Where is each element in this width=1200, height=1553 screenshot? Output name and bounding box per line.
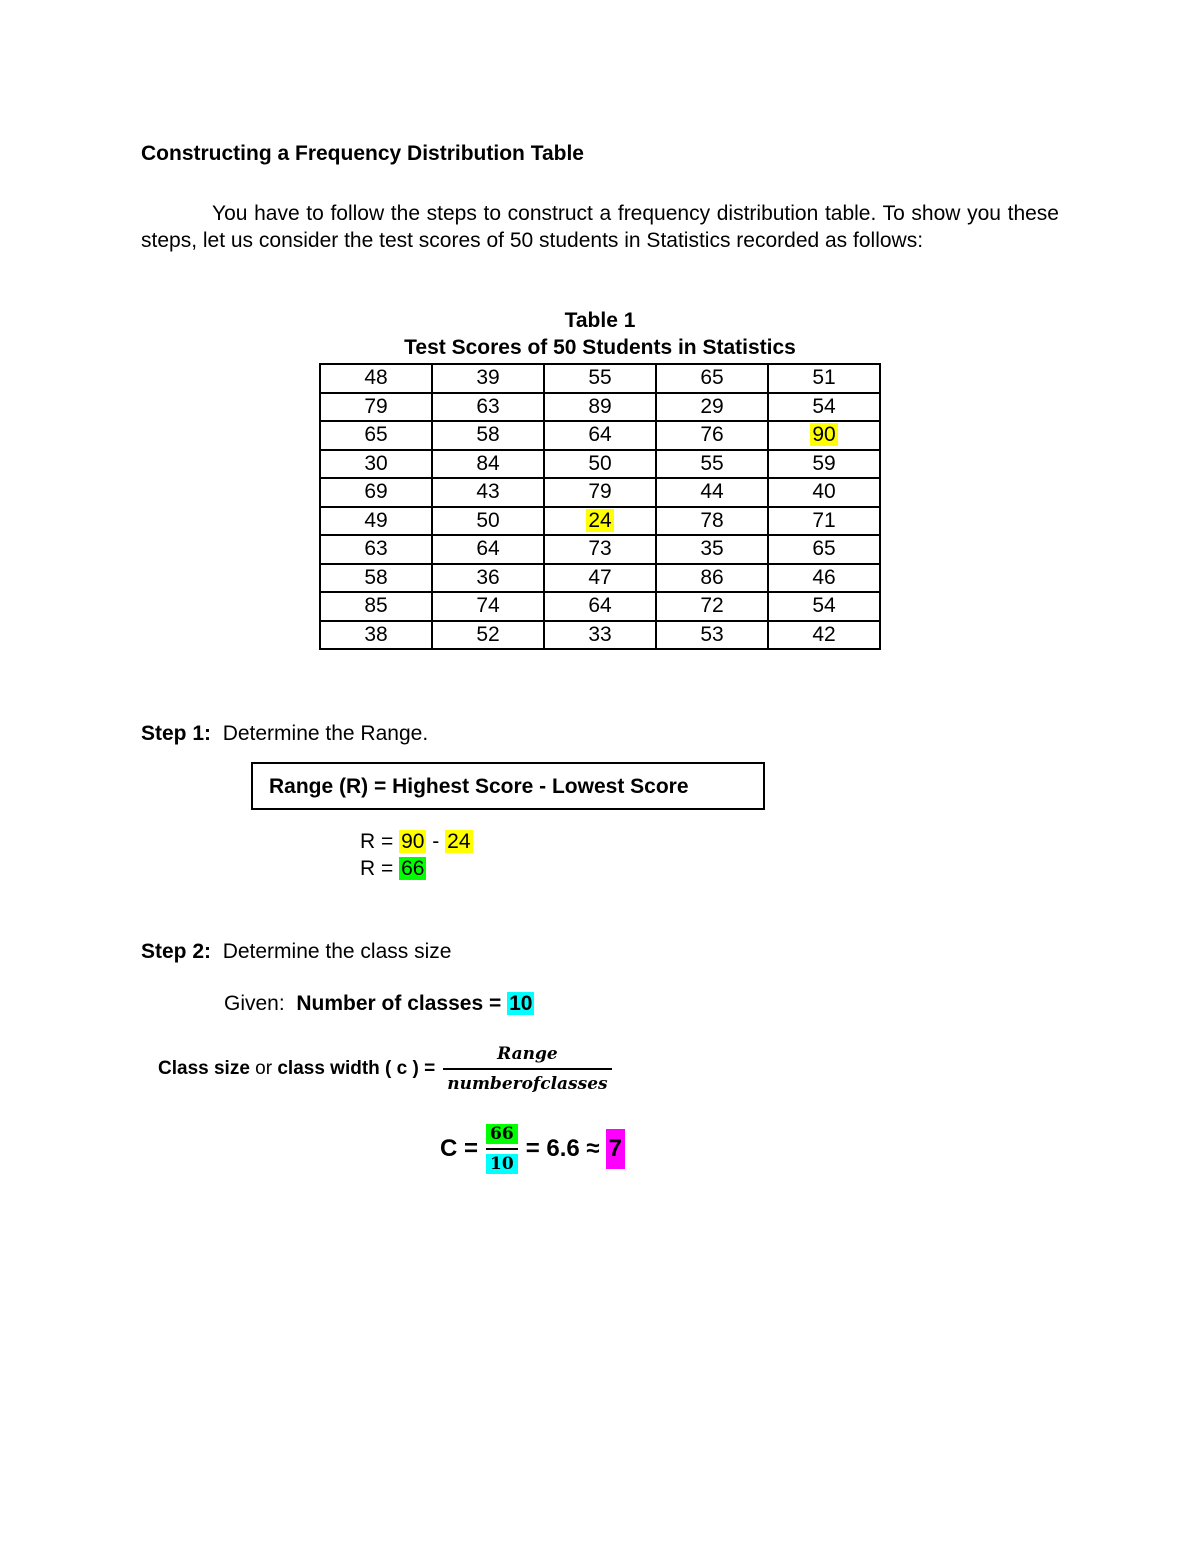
scores-table <box>319 363 881 650</box>
score-value: 65 <box>812 537 836 561</box>
score-value: 38 <box>364 622 388 646</box>
table-cell <box>656 535 768 564</box>
table-row <box>320 421 880 450</box>
table-cell <box>320 621 432 650</box>
score-value: 50 <box>588 451 612 475</box>
range-result: 66 <box>401 857 425 880</box>
score-value: 52 <box>476 622 500 646</box>
range-calc-prefix-2: R = <box>360 857 400 880</box>
c-denominator: 10 <box>486 1154 518 1174</box>
formula-class-width: class width ( c ) = <box>277 1058 436 1079</box>
table-row <box>320 393 880 422</box>
table-row <box>320 507 880 536</box>
step2-heading <box>141 940 451 964</box>
c-fraction <box>486 1124 518 1174</box>
score-value: 86 <box>700 565 724 589</box>
table-cell <box>768 478 880 507</box>
table-cell <box>320 421 432 450</box>
score-value: 74 <box>476 594 500 618</box>
c-numerator: 66 <box>486 1124 518 1144</box>
score-value: 43 <box>476 480 500 504</box>
table-cell <box>544 393 656 422</box>
table-row <box>320 535 880 564</box>
score-value: 76 <box>700 423 724 447</box>
table-row <box>320 592 880 621</box>
score-value: 46 <box>812 565 836 589</box>
table-cell <box>768 535 880 564</box>
table-cell <box>544 592 656 621</box>
step2-text: Determine the class size <box>222 940 452 963</box>
given-text: Number of classes = <box>296 992 508 1015</box>
page-title: Constructing a Frequency Distribution Table <box>141 142 584 165</box>
score-value: 65 <box>364 423 388 447</box>
score-value: 89 <box>588 394 612 418</box>
table-cell <box>544 564 656 593</box>
c-label: C = <box>440 1135 479 1162</box>
score-value: 51 <box>812 366 836 390</box>
score-value: 84 <box>476 451 500 475</box>
score-value: 29 <box>700 394 724 418</box>
table-row <box>320 564 880 593</box>
score-value: 47 <box>588 565 612 589</box>
table-cell <box>432 621 544 650</box>
score-value: 71 <box>812 508 836 532</box>
score-value: 65 <box>700 366 724 390</box>
step1-colon: : <box>204 722 212 745</box>
formula-fraction <box>443 1044 611 1094</box>
score-value: 55 <box>700 451 724 475</box>
score-value: 48 <box>364 366 388 390</box>
table-cell <box>432 592 544 621</box>
given-label: Given: <box>224 992 285 1015</box>
highest-score: 90 <box>401 830 425 853</box>
score-value: 42 <box>812 622 836 646</box>
score-value: 33 <box>588 622 612 646</box>
lowest-score: 24 <box>447 830 471 853</box>
table-cell <box>320 592 432 621</box>
table-cell <box>656 478 768 507</box>
range-calc-line1 <box>360 830 473 854</box>
table-cell <box>656 450 768 479</box>
score-value: 58 <box>364 565 388 589</box>
score-value: 72 <box>700 594 724 618</box>
table-cell <box>320 507 432 536</box>
table-cell <box>544 621 656 650</box>
score-value: 44 <box>700 480 724 504</box>
score-value: 64 <box>588 594 612 618</box>
table-cell <box>656 564 768 593</box>
step1-label: Step 1 <box>141 722 205 745</box>
table-cell <box>432 507 544 536</box>
c-equals: = 6.6 ≈ <box>525 1135 600 1162</box>
table-label: Table 1 <box>564 309 636 332</box>
table-cell <box>768 421 880 450</box>
table-cell <box>656 421 768 450</box>
table-cell <box>768 364 880 393</box>
table-cell <box>544 535 656 564</box>
table-cell <box>320 478 432 507</box>
score-value: 24 <box>588 508 612 532</box>
table-cell <box>432 478 544 507</box>
score-value: 73 <box>588 537 612 561</box>
score-value: 55 <box>588 366 612 390</box>
score-value: 90 <box>812 423 836 447</box>
table-cell <box>320 564 432 593</box>
formula-or: or <box>249 1058 278 1079</box>
range-formula-box: Range (R) = Highest Score - Lowest Score <box>251 762 765 810</box>
score-value: 30 <box>364 451 388 475</box>
step2-label: Step 2 <box>141 940 205 963</box>
table-row <box>320 364 880 393</box>
table-cell <box>544 421 656 450</box>
table-cell <box>432 564 544 593</box>
table-cell <box>432 421 544 450</box>
score-value: 79 <box>588 480 612 504</box>
table-cell <box>656 592 768 621</box>
table-cell <box>320 450 432 479</box>
step2-colon: : <box>204 940 212 963</box>
class-size-formula <box>158 1044 612 1094</box>
table-cell <box>544 450 656 479</box>
table-cell <box>544 507 656 536</box>
intro-paragraph: You have to follow the steps to construct a frequency distribution table. To show you these steps, let us consider the test scores of 50 students in Statistics recorded as follows: <box>141 202 1059 252</box>
score-value: 58 <box>476 423 500 447</box>
table-cell <box>656 621 768 650</box>
table-cell <box>432 535 544 564</box>
table-cell <box>320 393 432 422</box>
score-value: 35 <box>700 537 724 561</box>
table-cell <box>432 450 544 479</box>
fraction-bar <box>443 1068 611 1070</box>
score-value: 36 <box>476 565 500 589</box>
c-fraction-bar <box>486 1148 518 1150</box>
table-cell <box>768 592 880 621</box>
table-title: Test Scores of 50 Students in Statistics <box>404 336 796 359</box>
score-value: 39 <box>476 366 500 390</box>
score-value: 54 <box>812 394 836 418</box>
step1-heading <box>141 722 428 746</box>
given-line <box>224 992 534 1016</box>
score-value: 59 <box>812 451 836 475</box>
table-cell <box>768 507 880 536</box>
table-cell <box>432 364 544 393</box>
number-of-classes: 10 <box>509 992 533 1015</box>
table-cell <box>544 364 656 393</box>
table-row <box>320 621 880 650</box>
score-value: 49 <box>364 508 388 532</box>
score-value: 63 <box>364 537 388 561</box>
table-cell <box>768 393 880 422</box>
table-row <box>320 478 880 507</box>
formula-denominator: numberofclasses <box>447 1074 608 1094</box>
step1-text: Determine the Range. <box>222 722 429 745</box>
minus-sign: - <box>426 830 446 853</box>
table-cell <box>768 564 880 593</box>
table-cell <box>656 393 768 422</box>
score-value: 40 <box>812 480 836 504</box>
score-value: 63 <box>476 394 500 418</box>
table-row <box>320 450 880 479</box>
score-value: 78 <box>700 508 724 532</box>
table-cell <box>544 478 656 507</box>
score-value: 54 <box>812 594 836 618</box>
score-value: 64 <box>588 423 612 447</box>
score-value: 64 <box>476 537 500 561</box>
score-value: 69 <box>364 480 388 504</box>
score-value: 50 <box>476 508 500 532</box>
table-cell <box>768 450 880 479</box>
table-cell <box>320 364 432 393</box>
formula-numerator: Range <box>497 1044 558 1064</box>
score-value: 53 <box>700 622 724 646</box>
range-calc-line2 <box>360 857 426 881</box>
class-size-calc <box>440 1124 625 1174</box>
score-value: 79 <box>364 394 388 418</box>
table-cell <box>768 621 880 650</box>
table-cell <box>656 364 768 393</box>
table-cell <box>320 535 432 564</box>
range-calc-prefix: R = <box>360 830 400 853</box>
formula-class-size: Class size <box>158 1058 250 1079</box>
table-cell <box>432 393 544 422</box>
class-size-result: 7 <box>606 1129 625 1169</box>
score-value: 85 <box>364 594 388 618</box>
table-cell <box>656 507 768 536</box>
